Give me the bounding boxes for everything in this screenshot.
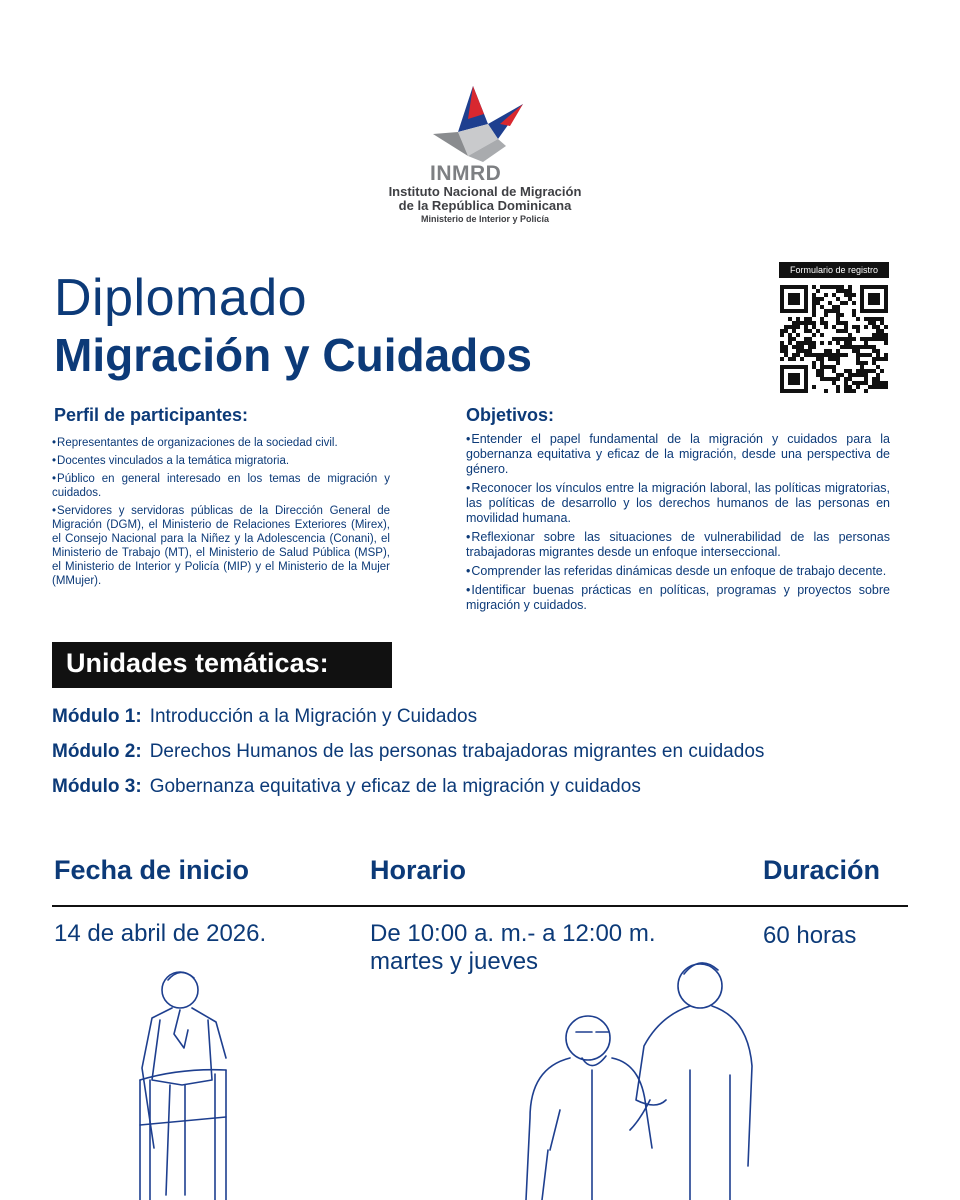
objetivos-list	[466, 432, 890, 617]
inmrd-logo	[380, 84, 590, 229]
elderly-man-caregiver-icon	[526, 963, 752, 1200]
qr-code-icon[interactable]	[780, 285, 888, 393]
divider	[52, 905, 908, 907]
modulo-3-label: Módulo 3:	[52, 776, 142, 797]
modulo-2-text: Derechos Humanos de las personas trabajadoras migrantes en cuidados	[149, 741, 765, 762]
list-item: • Identificar buenas prácticas en políticas, programas y proyectos sobre migración y cuidados.	[466, 583, 890, 613]
horario-line2: martes y jueves	[370, 948, 539, 975]
modulo-1-text: Introducción a la Migración y Cuidados	[149, 706, 478, 727]
logo-acronym: INMRD	[430, 162, 502, 185]
modulo-2-label: Módulo 2:	[52, 741, 142, 762]
title-diplomado: Diplomado	[54, 269, 308, 327]
list-item: • Representantes de organizaciones de la sociedad civil.	[52, 436, 390, 450]
perfil-list	[52, 436, 390, 592]
list-item: • Docentes vinculados a la temática migratoria.	[52, 454, 390, 468]
duracion-label: Duración	[763, 855, 881, 885]
elderly-woman-walker-icon	[140, 972, 226, 1200]
horario-line1: De 10:00 a. m.- a 12:00 m.	[370, 920, 656, 947]
duracion-value: 60 horas	[763, 922, 857, 949]
objetivos-heading: Objetivos:	[466, 405, 555, 425]
list-item: • Reconocer los vínculos entre la migración laboral, las políticas migratorias, las políticas de desarrollo y los derechos humanos de las personas en movilidad humana.	[466, 481, 890, 526]
title-migracion-cuidados: Migración y Cuidados	[54, 329, 532, 381]
logo-institution-line2: de la República Dominicana	[398, 198, 572, 213]
logo-institution-line1: Instituto Nacional de Migración	[388, 184, 582, 199]
logo-ministry: Ministerio de Interior y Policía	[420, 214, 550, 224]
perfil-heading: Perfil de participantes:	[54, 405, 249, 425]
modulo-1-label: Módulo 1:	[52, 706, 142, 727]
modulo-2	[52, 741, 764, 763]
list-item: • Servidores y servidoras públicas de la Dirección General de Migración (DGM), el Ministerio de Relaciones Exteriores (Mirex), el Consejo Nacional para la Niñez y la Adolescencia (Conani), el Ministerio de Trabajo (MT), el Ministerio de Salud Pública (MSP), el Ministerio de Interior y Policía (MIP) y el Ministerio de la Mujer (MMujer).	[52, 504, 390, 588]
modulo-1	[52, 706, 477, 728]
list-item: • Entender el papel fundamental de la migración y cuidados para la gobernanza equitativa y eficaz de la migración, desde una perspectiva de género.	[466, 432, 890, 477]
fecha-value: 14 de abril de 2026.	[54, 920, 267, 947]
fecha-label: Fecha de inicio	[54, 855, 250, 885]
horario-label: Horario	[370, 855, 467, 885]
list-item: • Reflexionar sobre las situaciones de vulnerabilidad de las personas trabajadoras migrantes desde un enfoque interseccional.	[466, 530, 890, 560]
list-item: • Comprender las referidas dinámicas desde un enfoque de trabajo decente.	[466, 564, 890, 579]
modulo-3	[52, 776, 641, 798]
qr-label: Formulario de registro	[779, 262, 889, 278]
caregiving-illustration	[0, 950, 960, 1200]
modulo-3-text: Gobernanza equitativa y eficaz de la migración y cuidados	[149, 776, 641, 797]
unidades-heading: Unidades temáticas:	[66, 648, 329, 678]
list-item: • Público en general interesado en los temas de migración y cuidados.	[52, 472, 390, 500]
inmrd-bird-logo-icon	[428, 84, 538, 166]
